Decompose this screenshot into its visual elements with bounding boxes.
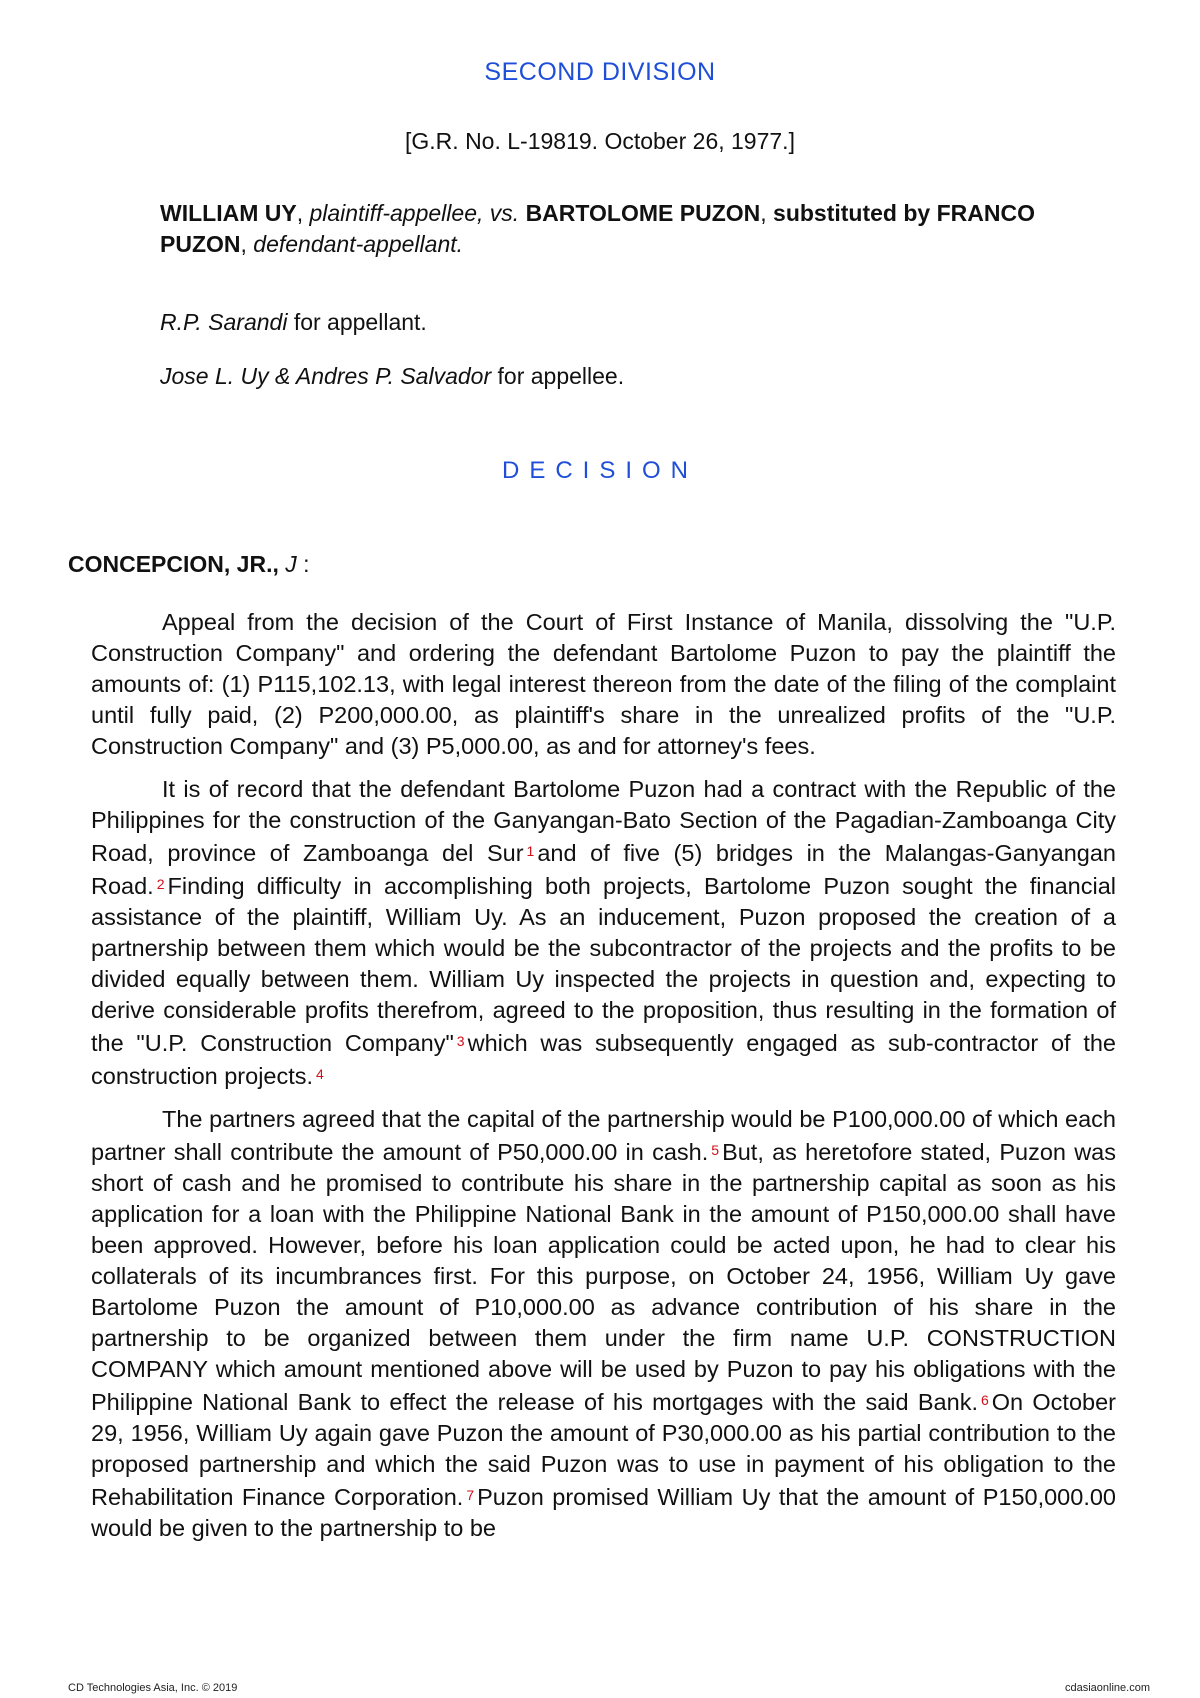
division-heading: SECOND DIVISION bbox=[484, 58, 716, 86]
paragraph-text: On October 29, 1956, William Uy again gave Puzon the amount of P30,000.00 as his partial contribution to the proposed partnership and which the said Puzon was to use in payment of his obligation to the Rehabilitation Finance Corporation. bbox=[91, 1389, 1116, 1510]
footer-copyright: CD Technologies Asia, Inc. © 2019 bbox=[68, 1682, 238, 1694]
paragraph-text: Finding difficulty in accomplishing both projects, Bartolome Puzon sought the financial assistance of the plaintiff, William Uy. As an inducement, Puzon proposed the creation of a partnership between them which would be the subcontractor of the projects and the profits to be divided equally between them. William Uy inspected the projects in question and, expecting to derive considerable profits therefrom, agreed to the proposition, thus resulting in the formation of the "U.P. Construction Company" bbox=[91, 873, 1116, 1056]
paragraph bbox=[91, 1104, 1116, 1544]
counsel-role: for appellant. bbox=[293, 309, 427, 335]
paragraph: Appeal from the decision of the Court of First Instance of Manila, dissolving the "U.P. Construction Company" and ordering the defendant Bartolome Puzon to pay the plaintiff the amounts of: (1) P115,102.13, with legal interest thereon from the date of the filing of the complaint until fully paid, (2) P200,000.00, as plaintiff's share in the unrealized profits of the "U.P. Construction Company" and (3) P5,000.00, as and for attorney's fees. bbox=[91, 609, 1116, 759]
defendant-name: BARTOLOME PUZON bbox=[525, 200, 761, 226]
footnote-ref[interactable]: 6 bbox=[980, 1392, 989, 1408]
counsel-name: Jose L. Uy & Andres P. Salvador bbox=[160, 363, 492, 389]
counsel-name: R.P. Sarandi bbox=[160, 309, 288, 335]
paragraph-text: The partners agreed that the capital of the partnership would be P100,000.00 of which each partner shall contribute the amount of P50,000.00 in cash. bbox=[91, 1106, 1116, 1165]
footnote-ref[interactable]: 2 bbox=[156, 876, 165, 892]
paragraph-text: which was subsequently engaged as sub-contractor of the construction projects. bbox=[91, 1030, 1116, 1089]
footer-site[interactable]: cdasiaonline.com bbox=[1065, 1682, 1150, 1694]
defendant-role: defendant-appellant. bbox=[253, 231, 464, 257]
footnote-ref[interactable]: 5 bbox=[711, 1142, 720, 1158]
footnote-ref[interactable]: 7 bbox=[466, 1487, 475, 1503]
paragraph-text: But, as heretofore stated, Puzon was short of cash and he promised to contribute his share in the partnership capital as soon as his application for a loan with the Philippine National Bank in the amount of P150,000.00 shall have been approved. However, before his loan application could be acted upon, he had to clear his collaterals of its incumbrances first. For this purpose, on October 24, 1956, William Uy gave Bartolome Puzon the amount of P10,000.00 as advance contribution of his share in the partnership to be organized between them under the firm name U.P. CONSTRUCTION COMPANY which amount mentioned above will be used by Puzon to pay his obligations with the Philippine National Bank to effect the release of his mortgages with the said Bank. bbox=[91, 1139, 1116, 1415]
counsel-appellant bbox=[160, 309, 427, 336]
paragraph-text: It is of record that the defendant Bartolome Puzon had a contract with the Republic of the Philippines for the construction of the Ganyangan-Bato Section of the Pagadian-Zamboanga City Road, province of Zamboanga del Sur bbox=[91, 776, 1116, 866]
case-parties: WILLIAM UY, plaintiff-appellee, vs. BARTOLOME PUZON, substituted by FRANCO PUZON, defendant-appellant. bbox=[160, 200, 1035, 257]
ponente-colon: : bbox=[303, 551, 310, 577]
case-number: [G.R. No. L-19819. October 26, 1977.] bbox=[405, 128, 795, 154]
ponente-title: J bbox=[285, 551, 297, 577]
ponente-name: CONCEPCION, JR., bbox=[68, 551, 279, 577]
plaintiff-role: plaintiff-appellee, vs. bbox=[309, 200, 520, 226]
counsel-role: for appellee. bbox=[497, 363, 625, 389]
decision-heading: DECISION bbox=[501, 457, 698, 484]
paragraph-text: and of five (5) bridges in the Malangas-Ganyangan Road. bbox=[91, 840, 1116, 899]
footnote-ref[interactable]: 3 bbox=[456, 1033, 465, 1049]
ponente bbox=[68, 551, 310, 578]
plaintiff-name: WILLIAM UY bbox=[160, 200, 297, 226]
paragraph-text: Puzon promised William Uy that the amount of P150,000.00 would be given to the partnership to be bbox=[91, 1484, 1116, 1541]
substitution: substituted by FRANCO PUZON bbox=[160, 200, 1035, 257]
paragraph bbox=[91, 774, 1116, 1092]
footnote-ref[interactable]: 4 bbox=[316, 1066, 324, 1082]
decision-body bbox=[91, 607, 1116, 1556]
footnote-ref[interactable]: 1 bbox=[526, 843, 535, 859]
counsel-appellee bbox=[160, 363, 624, 390]
